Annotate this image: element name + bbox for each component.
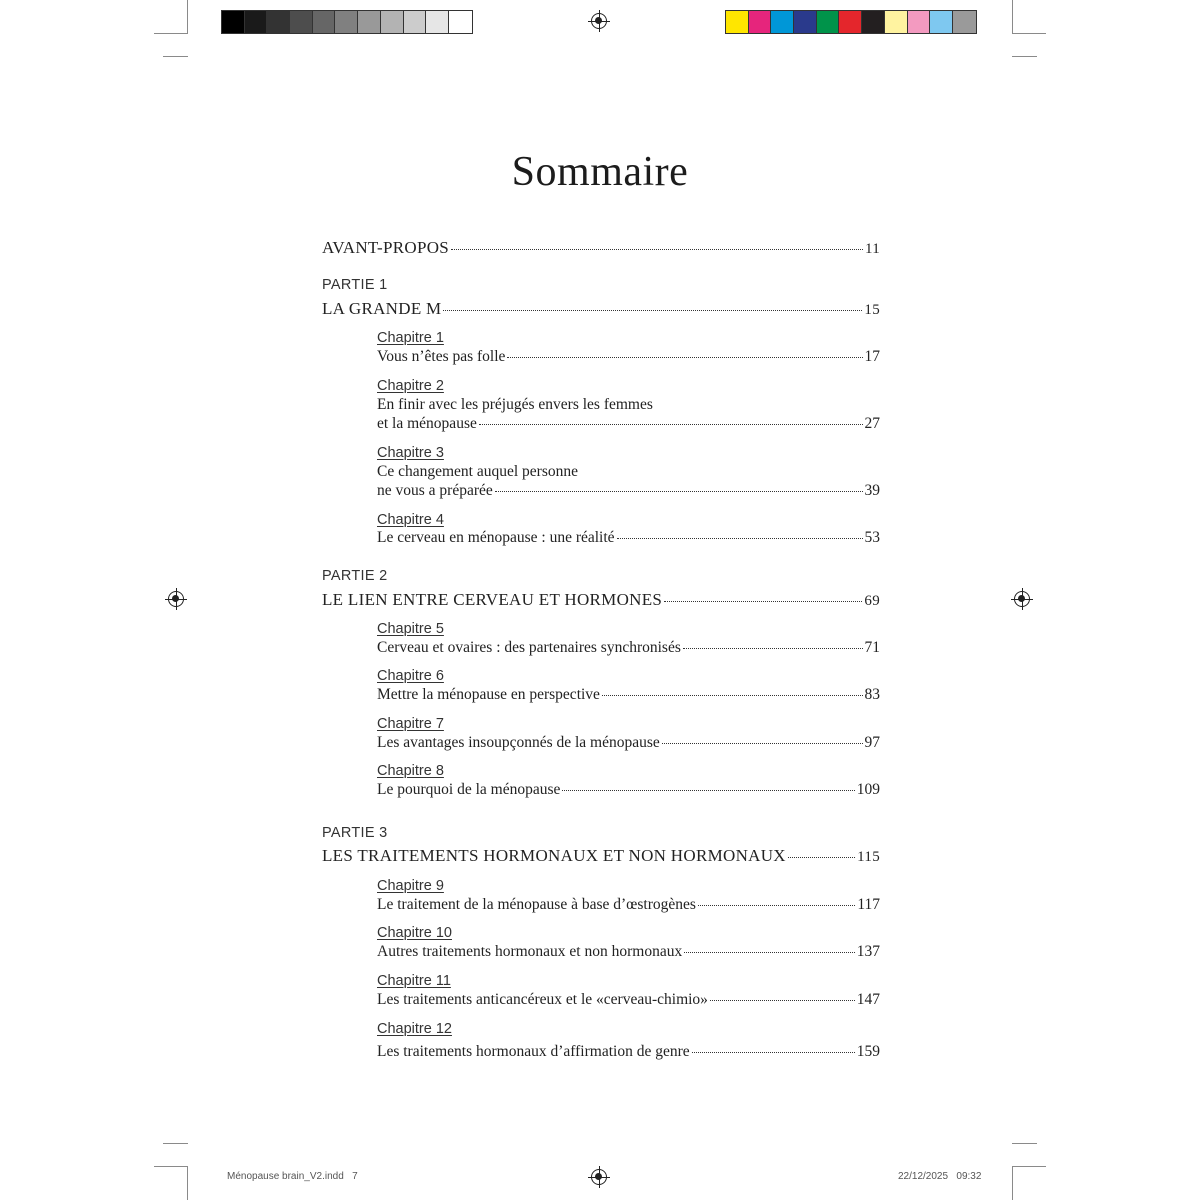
color-swatch <box>726 11 749 33</box>
entry-title-continued: ne vous a préparée <box>377 482 493 499</box>
entry-title: Mettre la ménopause en perspective <box>377 686 600 703</box>
toc-entry-part-2 <box>322 590 880 610</box>
page-number: 159 <box>856 1043 880 1060</box>
dot-leader <box>507 357 862 358</box>
color-swatch <box>335 11 358 33</box>
toc-entry-chapter-7 <box>377 734 880 752</box>
registration-mark-icon <box>591 1169 607 1185</box>
chapter-label: Chapitre 5 <box>377 621 444 637</box>
crop-mark <box>1012 1166 1046 1167</box>
color-swatch <box>794 11 817 33</box>
color-swatch <box>953 11 976 33</box>
entry-title: LA GRANDE M <box>322 299 442 318</box>
dot-leader <box>495 491 863 492</box>
page-number: 147 <box>856 991 880 1008</box>
entry-title: Les avantages insoupçonnés de la ménopause <box>377 734 660 751</box>
entry-title: Le pourquoi de la ménopause <box>377 781 561 798</box>
toc-entry-chapter-4 <box>377 529 880 547</box>
dot-leader <box>479 424 863 425</box>
registration-mark-icon <box>1014 591 1030 607</box>
dot-leader <box>692 1052 855 1053</box>
page-number: 17 <box>864 348 880 365</box>
dot-leader <box>602 695 863 696</box>
toc-entry-avant-propos <box>322 238 880 258</box>
toc-entry-chapter-9 <box>377 896 880 914</box>
entry-title: LE LIEN ENTRE CERVEAU ET HORMONES <box>322 590 663 609</box>
dot-leader <box>683 648 863 649</box>
dot-leader <box>664 601 862 602</box>
crop-mark <box>163 56 188 57</box>
dot-leader <box>451 249 863 250</box>
crop-mark <box>1012 1166 1013 1200</box>
dot-leader <box>617 538 863 539</box>
color-swatch <box>749 11 772 33</box>
toc-entry-chapter-10 <box>377 943 880 961</box>
chapter-label: Chapitre 1 <box>377 330 444 346</box>
crop-mark <box>1012 56 1037 57</box>
color-swatch <box>313 11 336 33</box>
entry-title-continued: et la ménopause <box>377 415 477 432</box>
grayscale-color-bar <box>221 10 473 34</box>
entry-title: Le cerveau en ménopause : une réalité <box>377 529 615 546</box>
toc-entry-chapter-5 <box>377 639 880 657</box>
registration-mark-icon <box>168 591 184 607</box>
dot-leader <box>788 857 855 858</box>
toc-entry-chapter-12 <box>377 1043 880 1061</box>
entry-title: AVANT-PROPOS <box>322 238 450 257</box>
toc-entry-chapter-6 <box>377 686 880 704</box>
color-swatch <box>839 11 862 33</box>
entry-title: Cerveau et ovaires : des partenaires synchronisés <box>377 639 681 656</box>
toc-entry-chapter-8 <box>377 781 880 799</box>
crop-mark <box>1012 0 1013 34</box>
chapter-label: Chapitre 3 <box>377 445 444 461</box>
dot-leader <box>710 1000 855 1001</box>
entry-title: Ce changement auquel personne <box>377 463 578 480</box>
page-number: 83 <box>864 686 880 703</box>
dot-leader <box>562 790 854 791</box>
chapter-label: Chapitre 7 <box>377 716 444 732</box>
toc-entry-chapter-2 <box>377 415 880 433</box>
chapter-label: Chapitre 9 <box>377 878 444 894</box>
entry-title: LES TRAITEMENTS HORMONAUX ET NON HORMONAUX <box>322 846 786 865</box>
part-label: PARTIE 3 <box>322 825 388 841</box>
color-swatch <box>426 11 449 33</box>
process-color-bar <box>725 10 977 34</box>
entry-title: Les traitements anticancéreux et le «cerveau-chimio» <box>377 991 708 1008</box>
page-number: 39 <box>864 482 880 499</box>
dot-leader <box>684 952 855 953</box>
page-number: 11 <box>864 241 880 257</box>
page-number: 53 <box>864 529 880 546</box>
part-label: PARTIE 2 <box>322 568 388 584</box>
dot-leader <box>443 310 862 311</box>
part-label: PARTIE 1 <box>322 277 388 293</box>
crop-mark <box>1012 33 1046 34</box>
color-swatch <box>908 11 931 33</box>
crop-mark <box>1012 1143 1037 1144</box>
chapter-label: Chapitre 4 <box>377 512 444 528</box>
color-swatch <box>358 11 381 33</box>
page-number: 115 <box>857 849 880 865</box>
registration-mark-icon <box>591 13 607 29</box>
crop-mark <box>187 0 188 34</box>
toc-entry-part-3 <box>322 846 880 866</box>
color-swatch <box>381 11 404 33</box>
chapter-label: Chapitre 10 <box>377 925 452 941</box>
chapter-label: Chapitre 11 <box>377 973 451 989</box>
toc-entry-chapter-3 <box>377 482 880 500</box>
color-swatch <box>449 11 472 33</box>
chapter-label: Chapitre 8 <box>377 763 444 779</box>
page-number: 71 <box>864 639 880 656</box>
color-swatch <box>771 11 794 33</box>
color-swatch <box>817 11 840 33</box>
color-swatch <box>885 11 908 33</box>
toc-entry-part-1 <box>322 299 880 319</box>
entry-title: Vous n’êtes pas folle <box>377 348 506 365</box>
color-swatch <box>862 11 885 33</box>
slug-date: 22/12/2025 09:32 <box>898 1171 982 1182</box>
entry-title: Autres traitements hormonaux et non hormonaux <box>377 943 683 960</box>
color-swatch <box>290 11 313 33</box>
color-swatch <box>245 11 268 33</box>
color-swatch <box>222 11 245 33</box>
color-swatch <box>404 11 427 33</box>
entry-title: Le traitement de la ménopause à base d’œstrogènes <box>377 896 696 913</box>
color-swatch <box>930 11 953 33</box>
page-number: 15 <box>864 302 880 318</box>
chapter-label: Chapitre 2 <box>377 378 444 394</box>
slug-filename: Ménopause brain_V2.indd 7 <box>227 1171 358 1182</box>
page-number: 69 <box>864 593 880 609</box>
dot-leader <box>662 743 863 744</box>
chapter-label: Chapitre 6 <box>377 668 444 684</box>
chapter-label: Chapitre 12 <box>377 1021 452 1037</box>
crop-mark <box>187 1166 188 1200</box>
entry-title: En finir avec les préjugés envers les femmes <box>377 396 653 413</box>
entry-title: Les traitements hormonaux d’affirmation de genre <box>377 1043 690 1060</box>
toc-entry-chapter-1 <box>377 348 880 366</box>
crop-mark <box>154 1166 188 1167</box>
color-swatch <box>267 11 290 33</box>
page-number: 117 <box>857 896 880 913</box>
dot-leader <box>698 905 855 906</box>
page-number: 137 <box>856 943 880 960</box>
page-number: 97 <box>864 734 880 751</box>
page-number: 27 <box>864 415 880 432</box>
crop-mark <box>163 1143 188 1144</box>
crop-mark <box>154 33 188 34</box>
toc-entry-chapter-11 <box>377 991 880 1009</box>
page-number: 109 <box>856 781 880 798</box>
page-title: Sommaire <box>511 149 689 195</box>
